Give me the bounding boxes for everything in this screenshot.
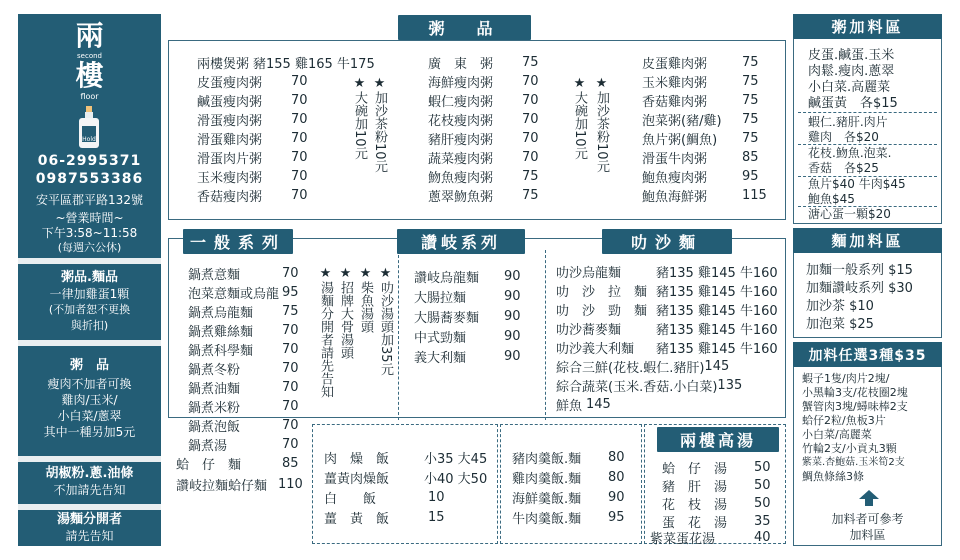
item-price: 85 xyxy=(282,456,299,471)
item-price: 75 xyxy=(282,304,299,319)
menu-item xyxy=(188,397,299,416)
item-price: 80 xyxy=(608,450,625,465)
address: 安平區郡平路132號 xyxy=(36,193,143,207)
item-name: 海鮮羹飯.麵 xyxy=(512,492,582,507)
general-note-separate: ★湯麵分開者請先告知 xyxy=(318,266,333,398)
item-name: 鮑魚瘦肉粥 xyxy=(642,171,708,186)
addon-line: 肉鬆.瘦肉.蔥翠 xyxy=(808,64,895,79)
note-congee-line2: 雞肉/玉米/ xyxy=(61,393,118,407)
item-price: 15 xyxy=(428,510,445,525)
menu-item xyxy=(324,508,445,527)
addon-line: 魚片$40 牛肉$45 xyxy=(808,177,906,191)
addon-line: 香菇 各$25 xyxy=(808,161,879,175)
item-price: 95 xyxy=(608,510,625,525)
hours: 下午3:58~11:58 xyxy=(41,226,138,240)
note-egg-line1: 一律加雞蛋1顆 xyxy=(49,287,130,301)
menu-item xyxy=(414,327,521,346)
item-price: 80 xyxy=(608,470,625,485)
item-price: 70 xyxy=(282,342,299,357)
item-price: 豬155 雞165 牛175 xyxy=(253,57,375,72)
item-price: 35 xyxy=(754,514,771,529)
menu-item xyxy=(512,448,625,467)
item-price: 70 xyxy=(291,131,308,146)
phone-2[interactable]: 0987553386 xyxy=(35,171,144,187)
menu-item xyxy=(197,53,375,72)
pick3-line: 竹輪2支/小貢丸3顆 xyxy=(802,442,897,455)
addon-line: 溏心蛋一顆$20 xyxy=(808,207,891,221)
item-name: 滑蛋肉片粥 xyxy=(197,152,263,167)
item-name: 鍋煮米粉 xyxy=(188,401,241,416)
note-separate-line1: 湯麵分開者 xyxy=(56,512,122,527)
item-name: 鹹蛋瘦肉粥 xyxy=(197,95,263,110)
item-name: 叻沙義大利麵 xyxy=(556,342,635,357)
item-price: 50 xyxy=(754,496,771,511)
item-name: 鍋煮泡飯 xyxy=(188,420,241,435)
item-price: 90 xyxy=(608,490,625,505)
divider xyxy=(398,250,399,420)
item-price: 70 xyxy=(522,74,539,89)
menu-item xyxy=(642,91,759,110)
addon-line: 雞肉 各$20 xyxy=(808,130,879,144)
general-note-laksa: ★叻沙湯頭加35元 xyxy=(378,266,393,376)
item-price: 70 xyxy=(291,188,308,203)
item-price: 95 xyxy=(282,285,299,300)
menu-item xyxy=(324,468,487,487)
menu-item xyxy=(662,476,771,495)
note-congee xyxy=(22,358,157,440)
menu-item xyxy=(176,454,299,473)
menu-item xyxy=(642,110,759,129)
menu-item xyxy=(197,148,308,167)
menu-item xyxy=(197,167,308,186)
item-price: 110 xyxy=(278,477,303,492)
item-name: 魩魚瘦肉粥 xyxy=(428,171,494,186)
addon-line: 蝦仁.豬肝.肉片 xyxy=(808,115,888,129)
menu-item xyxy=(428,129,539,148)
menu-item xyxy=(556,357,729,376)
note-congee-line1: 瘦肉不加者可換 xyxy=(47,377,132,391)
item-price: 70 xyxy=(291,150,308,165)
menu-item xyxy=(556,319,778,338)
item-price: 豬135 雞145 牛160 xyxy=(656,323,778,338)
menu-item xyxy=(556,376,742,395)
menu-item xyxy=(188,302,299,321)
item-name: 鍋煮科學麵 xyxy=(188,344,254,359)
pick3-line: 鯛魚條絲3條 xyxy=(802,470,864,483)
item-name: 蛤 仔 麵 xyxy=(176,458,242,473)
item-name: 花 枝 湯 xyxy=(662,498,728,513)
note-congee-title: 粥 品 xyxy=(69,358,109,373)
item-price: 70 xyxy=(522,93,539,108)
item-name: 蔥翠魩魚粥 xyxy=(428,190,494,205)
note-congee-line3: 小白菜/蔥翠 xyxy=(57,409,122,423)
menu-item xyxy=(176,475,303,494)
item-name: 白 飯 xyxy=(324,492,377,507)
addon-line: 皮蛋.鹹蛋.玉米 xyxy=(808,48,895,63)
brand-name-line1: 兩 xyxy=(75,19,104,52)
sanuki-header: 讚岐系列 xyxy=(397,229,525,254)
item-price: 75 xyxy=(742,93,759,108)
menu-item xyxy=(414,347,521,366)
menu-item xyxy=(197,110,308,129)
menu-item xyxy=(414,307,521,326)
item-name: 皮蛋雞肉粥 xyxy=(642,57,708,72)
divider xyxy=(545,250,546,420)
item-name: 鮮魚 xyxy=(556,399,583,414)
menu-item xyxy=(197,91,308,110)
menu-item xyxy=(662,494,771,513)
menu-item xyxy=(188,321,299,340)
item-price: 豬135 雞145 牛160 xyxy=(656,266,778,281)
noodle-addon-header: 麵加料區 xyxy=(793,228,942,253)
item-name: 肉 燥 飯 xyxy=(324,452,390,467)
item-name: 玉米瘦肉粥 xyxy=(197,171,263,186)
menu-item xyxy=(188,416,299,435)
item-name: 泡菜意麵或烏龍 xyxy=(188,287,280,302)
item-name: 大腸拉麵 xyxy=(414,291,467,306)
menu-item xyxy=(197,129,308,148)
pick3-ref-line1: 加料者可參考 xyxy=(831,512,904,526)
item-price: 135 xyxy=(717,378,743,393)
menu-item xyxy=(512,488,625,507)
note-egg-title: 粥品.麵品 xyxy=(61,270,118,285)
item-price: 40 xyxy=(754,530,771,545)
item-name: 鍋煮烏龍麵 xyxy=(188,306,254,321)
item-price: 145 xyxy=(586,397,611,412)
pick3-line: 小黑輪3支/花枝圈2塊 xyxy=(802,386,908,399)
pick3-line: 小白菜/高麗菜 xyxy=(802,428,872,441)
item-name: 香菇瘦肉粥 xyxy=(197,190,263,205)
menu-item xyxy=(642,148,759,167)
item-name: 讚岐拉麵蛤仔麵 xyxy=(176,479,268,494)
item-price: 70 xyxy=(282,418,299,433)
note-separate-line2: 請先告知 xyxy=(65,529,114,543)
item-price: 95 xyxy=(742,169,759,184)
menu-item xyxy=(428,167,539,186)
menu-item xyxy=(662,458,771,477)
item-name: 香菇雞肉粥 xyxy=(642,95,708,110)
menu-item xyxy=(188,264,299,283)
menu-item xyxy=(188,340,299,359)
item-name: 玉米雞肉粥 xyxy=(642,76,708,91)
menu-item xyxy=(428,110,539,129)
general-note-bonito: ★柴魚湯頭 xyxy=(358,266,373,333)
item-name: 鍋煮油麵 xyxy=(188,382,241,397)
item-name: 叻 沙 勁 麵 xyxy=(556,304,648,319)
item-price: 90 xyxy=(504,309,521,324)
item-name: 蝦仁瘦肉粥 xyxy=(428,95,494,110)
menu-item xyxy=(428,53,539,72)
item-name: 雞肉羹飯.麵 xyxy=(512,472,582,487)
divider xyxy=(18,258,161,264)
menu-item xyxy=(642,53,759,72)
item-name: 牛肉羹飯.麵 xyxy=(512,512,582,527)
addon-line: 小白菜.高麗菜 xyxy=(808,80,891,95)
addon-line: 鮑魚$45 xyxy=(808,192,855,206)
item-name: 鍋煮雞絲麵 xyxy=(188,325,254,340)
item-name: 滑蛋雞肉粥 xyxy=(197,133,263,148)
item-name: 鍋煮冬粉 xyxy=(188,363,241,378)
item-price: 70 xyxy=(291,93,308,108)
item-price: 70 xyxy=(282,399,299,414)
brand-panel xyxy=(18,14,161,546)
note-pepper xyxy=(22,466,157,498)
item-name: 海鮮瘦肉粥 xyxy=(428,76,494,91)
pick3-header: 加料任選3種$35 xyxy=(793,342,942,367)
item-name: 綜合蔬菜(玉米.香菇.小白菜) xyxy=(556,380,718,395)
menu-item xyxy=(556,262,778,281)
item-name: 廣 東 粥 xyxy=(428,57,494,72)
item-price: 50 xyxy=(754,478,771,493)
item-name: 蛤 仔 湯 xyxy=(662,462,728,477)
congee-addon-header: 粥加料區 xyxy=(793,14,942,39)
item-price: 75 xyxy=(742,55,759,70)
item-price: 70 xyxy=(282,361,299,376)
item-price: 豬135 雞145 牛160 xyxy=(656,285,778,300)
phone-1[interactable]: 06-2995371 xyxy=(37,153,142,169)
brand-en-line2: floor xyxy=(80,92,99,101)
addon-line: 加麵讚岐系列 $30 xyxy=(806,281,913,296)
item-price: 75 xyxy=(522,55,539,70)
item-price: 90 xyxy=(504,329,521,344)
item-price: 70 xyxy=(522,112,539,127)
item-price: 50 xyxy=(754,460,771,475)
item-name: 綜合三鮮(花枝.蝦仁.豬肝) xyxy=(556,361,705,376)
note-separate xyxy=(22,512,157,544)
item-price: 小40 大50 xyxy=(424,472,488,487)
menu-item xyxy=(650,528,771,547)
pick3-ref-line2: 加料區 xyxy=(849,528,886,542)
item-price: 70 xyxy=(291,112,308,127)
menu-item xyxy=(188,378,299,397)
menu-item xyxy=(642,129,759,148)
item-name: 鮑魚海鮮粥 xyxy=(642,190,708,205)
note-pepper-line2: 不加請先告知 xyxy=(53,483,126,497)
item-name: 薑黃肉燥飯 xyxy=(324,472,390,487)
item-price: 145 xyxy=(704,359,730,374)
arrow-up-icon xyxy=(859,490,879,506)
menu-item xyxy=(428,91,539,110)
item-name: 薑 黃 飯 xyxy=(324,512,390,527)
laksa-header: 叻沙麵 xyxy=(602,229,732,254)
menu-item xyxy=(512,508,625,527)
addon-line: 鹹蛋黃 各$15 xyxy=(808,96,898,111)
brand-en-line1: second xyxy=(77,52,102,60)
menu-item xyxy=(428,72,539,91)
menu-item xyxy=(414,287,521,306)
addon-line: 加麵一般系列 $15 xyxy=(806,263,913,278)
item-name: 豬肝瘦肉粥 xyxy=(428,133,494,148)
item-name: 鍋煮湯 xyxy=(188,439,228,454)
item-name: 鍋煮意麵 xyxy=(188,268,241,283)
general-note-bone: ★招牌大骨湯頭 xyxy=(338,266,353,359)
item-name: 皮蛋瘦肉粥 xyxy=(197,76,263,91)
item-name: 叻 沙 拉 麵 xyxy=(556,285,648,300)
item-name: 紫菜蛋花湯 xyxy=(650,532,716,547)
item-name: 魚片粥(鯛魚) xyxy=(642,133,718,148)
item-price: 90 xyxy=(504,349,521,364)
item-price: 85 xyxy=(742,150,759,165)
menu-item xyxy=(428,148,539,167)
menu-item xyxy=(556,300,778,319)
item-name: 叻沙烏龍麵 xyxy=(556,266,622,281)
pick3-line: 紫菜.杏鮑菇.玉米筍2支 xyxy=(802,457,905,468)
brand-name-line2: 樓 xyxy=(75,59,104,92)
item-price: 70 xyxy=(282,437,299,452)
closed-day: (每週六公休) xyxy=(57,241,122,254)
divider xyxy=(18,340,161,346)
note-pepper-line1: 胡椒粉.蔥.油條 xyxy=(45,466,134,481)
item-name: 大腸蕎麥麵 xyxy=(414,311,480,326)
congee-note-shacha-2: ★加沙茶粉10元 xyxy=(594,76,609,173)
item-price: 75 xyxy=(522,188,539,203)
item-name: 蛋 花 湯 xyxy=(662,516,728,531)
menu-item xyxy=(642,186,767,205)
item-price: 70 xyxy=(291,74,308,89)
menu-item xyxy=(188,435,299,454)
menu-item xyxy=(188,359,299,378)
item-price: 90 xyxy=(504,269,521,284)
item-name: 豬 肝 湯 xyxy=(662,480,728,495)
pick3-line: 蝦子1隻/肉片2塊/ xyxy=(802,372,890,385)
item-name: 花枝瘦肉粥 xyxy=(428,114,494,129)
divider xyxy=(18,456,161,462)
menu-item xyxy=(324,488,445,507)
menu-item xyxy=(188,283,299,302)
item-price: 豬135 雞145 牛160 xyxy=(656,342,778,357)
menu-item xyxy=(324,448,487,467)
pick3-line: 蟹管肉3塊/蟳味棒2支 xyxy=(802,400,908,413)
menu-item xyxy=(512,468,625,487)
item-name: 讚岐烏龍麵 xyxy=(414,271,480,286)
item-name: 叻沙蕎麥麵 xyxy=(556,323,622,338)
menu-item xyxy=(642,72,759,91)
item-price: 70 xyxy=(282,266,299,281)
menu-item xyxy=(197,72,308,91)
menu-item xyxy=(428,186,539,205)
pick3-line: 蛤仔2粒/魚板3片 xyxy=(802,414,886,427)
divider xyxy=(18,504,161,510)
addon-line: 加沙茶 $10 xyxy=(806,299,874,314)
note-egg-line2: (不加者恕不更換 xyxy=(48,303,131,316)
item-price: 70 xyxy=(282,380,299,395)
menu-item xyxy=(556,338,778,357)
item-price: 70 xyxy=(522,131,539,146)
item-price: 90 xyxy=(504,289,521,304)
item-name: 義大利麵 xyxy=(414,351,467,366)
item-name: 滑蛋瘦肉粥 xyxy=(197,114,263,129)
item-name: 蔬菜瘦肉粥 xyxy=(428,152,494,167)
item-price: 10 xyxy=(428,490,445,505)
soup-header: 兩樓高湯 xyxy=(657,427,779,452)
item-price: 70 xyxy=(291,169,308,184)
item-price: 115 xyxy=(742,188,767,203)
general-header: 一般系列 xyxy=(183,229,293,254)
menu-item xyxy=(556,395,611,414)
item-name: 豬肉羹飯.麵 xyxy=(512,452,582,467)
item-price: 75 xyxy=(742,131,759,146)
item-price: 75 xyxy=(742,74,759,89)
item-price: 70 xyxy=(282,323,299,338)
addon-line: 花枝.魩魚.泡菜. xyxy=(808,146,892,160)
item-name: 兩樓煲粥 xyxy=(197,57,250,72)
addon-line: 加泡菜 $25 xyxy=(806,317,874,332)
note-egg xyxy=(22,270,157,334)
item-price: 豬135 雞145 牛160 xyxy=(656,304,778,319)
item-price: 75 xyxy=(522,169,539,184)
bottle-label: Hold xyxy=(82,136,96,143)
hours-title: ~營業時間~ xyxy=(55,211,124,225)
congee-note-bigbowl-2: ★大碗加10元 xyxy=(572,76,587,160)
item-name: 滑蛋牛肉粥 xyxy=(642,152,708,167)
item-price: 70 xyxy=(522,150,539,165)
item-price: 小35 大45 xyxy=(424,452,488,467)
menu-item xyxy=(197,186,308,205)
item-name: 中式勁麵 xyxy=(414,331,467,346)
menu-item xyxy=(414,267,521,286)
menu-item xyxy=(556,281,778,300)
menu-item xyxy=(642,167,759,186)
item-name: 泡菜粥(豬/雞) xyxy=(642,114,722,129)
congee-note-bigbowl: ★大碗加10元 xyxy=(352,76,367,160)
congee-note-shacha: ★加沙茶粉10元 xyxy=(372,76,387,173)
congee-header: 粥 品 xyxy=(398,15,531,40)
note-congee-line4: 其中一種另加5元 xyxy=(43,425,136,439)
bottle-logo-icon xyxy=(76,106,102,148)
item-price: 75 xyxy=(742,112,759,127)
note-egg-line3: 與折扣) xyxy=(70,319,109,332)
